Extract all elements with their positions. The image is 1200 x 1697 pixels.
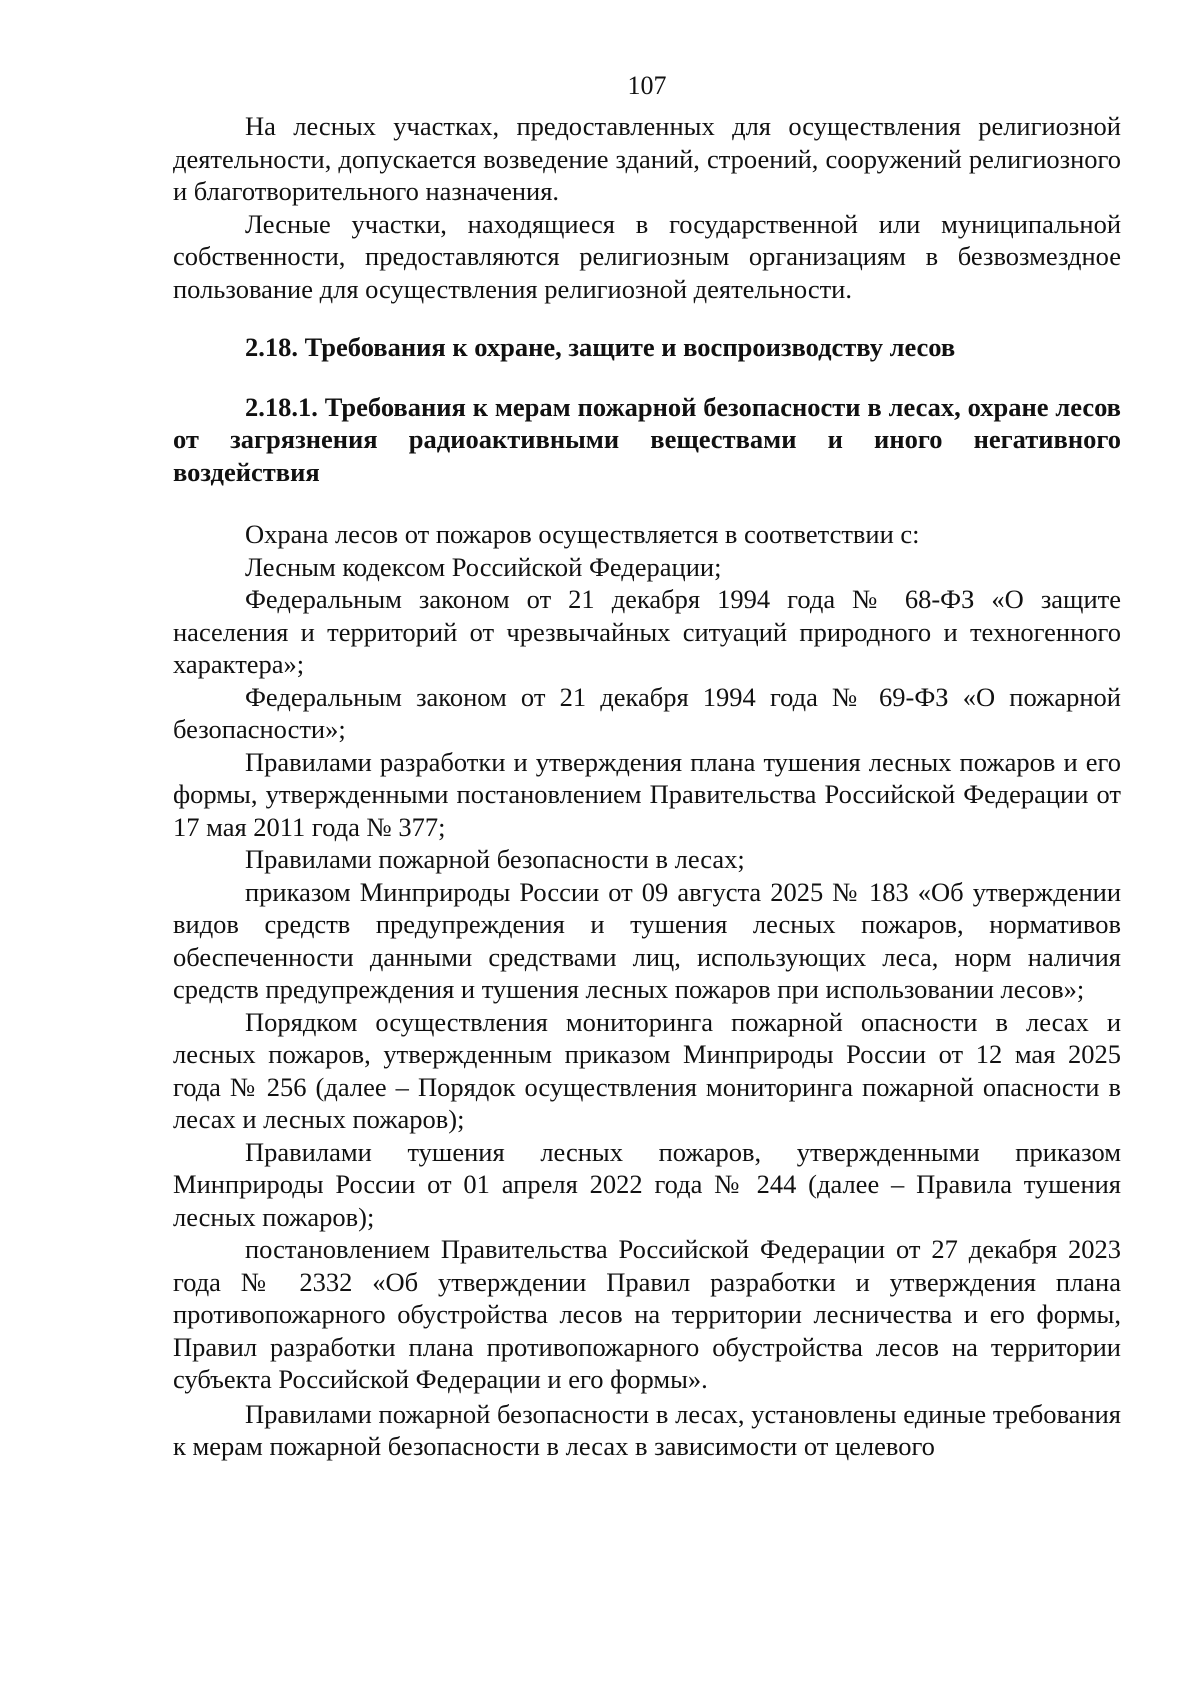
section-heading: 2.18. Требования к охране, защите и воспроизводству лесов — [245, 332, 956, 362]
paragraph-order-183: приказом Минприроды России от 09 августа 2025 № 183 «Об утверждении видов средств предупреждения и тушения лесных пожаров, нормативов обеспеченности данными средствами лиц, использующих леса, норм наличия средств предупреждения и тушения лесных пожаров при использовании лесов»; — [173, 876, 1121, 1004]
paragraph-resolution-2332: постановлением Правительства Российской Федерации от 27 декабря 2023 года № 2332 «Об утверждении Правил разработки и утверждения плана противопожарного обустройства лесов на территории лесничества и его формы, Правил разработки плана противопожарного обустройства лесов на территории субъекта Российской Федерации и его формы». — [173, 1234, 1121, 1394]
paragraph-religious-plots: Лесные участки, находящиеся в государственной или муниципальной собственности, предоставляются религиозным организациям в безвозмездное пользование для осуществления религиозной деятельности. — [173, 208, 1121, 304]
document-page — [173, 62, 1121, 1463]
subsection-heading: 2.18.1. Требования к мерам пожарной безопасности в лесах, охране лесов от загрязнения радиоактивными веществами и иного негативного воздействия — [173, 391, 1121, 487]
paragraph-law-68fz: Федеральным законом от 21 декабря 1994 года № 68-ФЗ «О защите населения и территорий от чрезвычайных ситуаций природного и техногенного характера»; — [173, 584, 1121, 679]
paragraph-law-69fz: Федеральным законом от 21 декабря 1994 года № 69-ФЗ «О пожарной безопасности»; — [173, 681, 1121, 744]
paragraph-fire-safety-rules: Правилами пожарной безопасности в лесах; — [245, 844, 745, 874]
paragraph-extinguishing-rules: Правилами тушения лесных пожаров, утвержденными приказом Минприроды России от 01 апреля 2022 года № 244 (далее – Правила тушения лесных пожаров); — [173, 1136, 1121, 1232]
paragraph-intro: Охрана лесов от пожаров осуществляется в соответствии с: — [245, 519, 920, 549]
paragraph-plan-rules: Правилами разработки и утверждения плана тушения лесных пожаров и его формы, утвержденными постановлением Правительства Российской Федерации от 17 мая 2011 года № 377; — [173, 746, 1121, 842]
paragraph-monitoring-order: Порядком осуществления мониторинга пожарной опасности в лесах и лесных пожаров, утвержденным приказом Минприроды России от 12 мая 2025 года № 256 (далее – Порядок осуществления мониторинга пожарной опасности в лесах и лесных пожаров); — [173, 1006, 1121, 1134]
spacer — [173, 488, 1121, 518]
page-number: 107 — [627, 71, 667, 100]
spacer — [173, 305, 1121, 331]
paragraph-uniform-requirements: Правилами пожарной безопасности в лесах, установлены единые требования к мерам пожарной безопасности в лесах в зависимости от целевого — [173, 1398, 1121, 1461]
spacer — [173, 364, 1121, 391]
paragraph-religious-buildings: На лесных участках, предоставленных для осуществления религиозной деятельности, допускается возведение зданий, строений, сооружений религиозного и благотворительного назначения. — [173, 111, 1121, 206]
paragraph-forest-code: Лесным кодексом Российской Федерации; — [245, 551, 722, 582]
